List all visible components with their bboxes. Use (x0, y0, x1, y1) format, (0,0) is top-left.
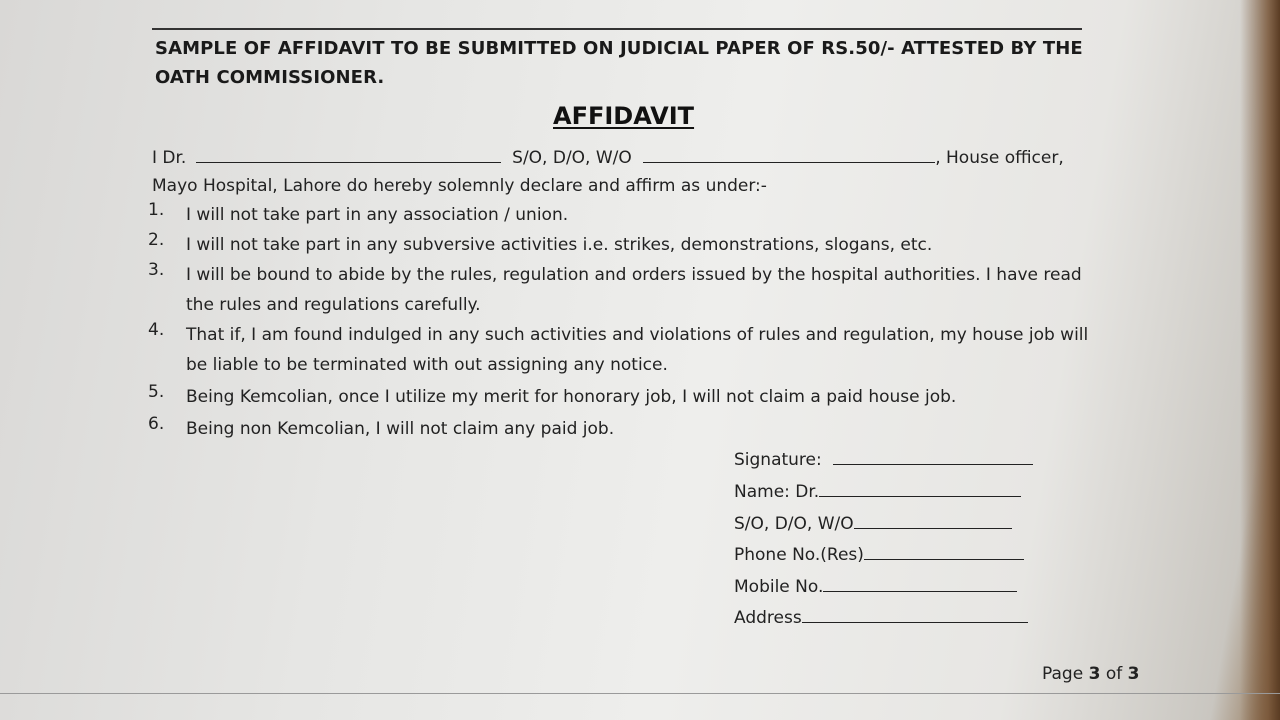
list-item-text: Being Kemcolian, once I utilize my merit for honorary job, I will not claim a paid house job. (186, 387, 957, 407)
relation-blank[interactable] (854, 512, 1012, 529)
list-item (148, 320, 1108, 380)
list-item-text: I will be bound to abide by the rules, regulation and orders issued by the hospital authorities. I have read the rules and regulations carefully. (186, 265, 1082, 315)
list-item (148, 230, 1108, 260)
signature-row (734, 448, 1033, 470)
affidavit-title: AFFIDAVIT (553, 102, 695, 130)
mobile-blank[interactable] (823, 575, 1017, 592)
list-item (148, 414, 1108, 444)
phone-row (734, 543, 1024, 565)
page-of: of (1105, 664, 1123, 684)
list-item-number: 3. (148, 260, 165, 280)
declaration-line-1 (152, 146, 1064, 168)
list-item (148, 260, 1108, 320)
address-label: Address (734, 608, 802, 628)
list-item-text: I will not take part in any association / union. (186, 205, 569, 225)
phone-blank[interactable] (864, 543, 1024, 560)
list-item-number: 1. (148, 200, 165, 220)
page-number (1042, 664, 1139, 684)
list-item-number: 6. (148, 414, 165, 434)
page-current: 3 (1088, 664, 1101, 684)
list-item-text: I will not take part in any subversive activities i.e. strikes, demonstrations, slogans, etc. (186, 235, 933, 255)
mobile-row (734, 575, 1017, 597)
top-rule (152, 28, 1082, 30)
sample-heading: SAMPLE OF AFFIDAVIT TO BE SUBMITTED ON JUDICIAL PAPER OF RS.50/- ATTESTED BY THE OATH COMMISSIONER. (155, 38, 1083, 88)
relation-row (734, 512, 1012, 534)
bottom-rule (0, 693, 1280, 694)
list-item-number: 4. (148, 320, 165, 340)
list-item (148, 382, 1108, 412)
phone-label: Phone No.(Res) (734, 545, 864, 565)
signature-blank[interactable] (833, 448, 1033, 465)
list-item (148, 200, 1108, 230)
declaration-role: , House officer, (935, 148, 1064, 168)
list-item-text: Being non Kemcolian, I will not claim any paid job. (186, 419, 615, 439)
relation-label: S/O, D/O, W/O (734, 514, 854, 534)
declaration-line-2: Mayo Hospital, Lahore do hereby solemnly declare and affirm as under:- (152, 176, 767, 196)
list-item-number: 2. (148, 230, 165, 250)
sig-name-blank[interactable] (819, 480, 1021, 497)
mobile-label: Mobile No. (734, 577, 824, 597)
page-label: Page (1042, 664, 1084, 684)
list-item-number: 5. (148, 382, 165, 402)
declaration-prefix: I Dr. (152, 148, 187, 168)
name-blank[interactable] (196, 146, 501, 163)
declaration-relation: S/O, D/O, W/O (512, 148, 632, 168)
name-label: Name: Dr. (734, 482, 820, 502)
address-row (734, 606, 1028, 628)
parent-name-blank[interactable] (643, 146, 935, 163)
name-row (734, 480, 1021, 502)
page-total: 3 (1127, 664, 1140, 684)
address-blank[interactable] (802, 606, 1028, 623)
signature-label: Signature: (734, 450, 822, 470)
list-item-text: That if, I am found indulged in any such activities and violations of rules and regulation, my house job will be liable to be terminated with out assigning any notice. (186, 325, 1089, 375)
paper-edge-shadow (1240, 0, 1280, 720)
